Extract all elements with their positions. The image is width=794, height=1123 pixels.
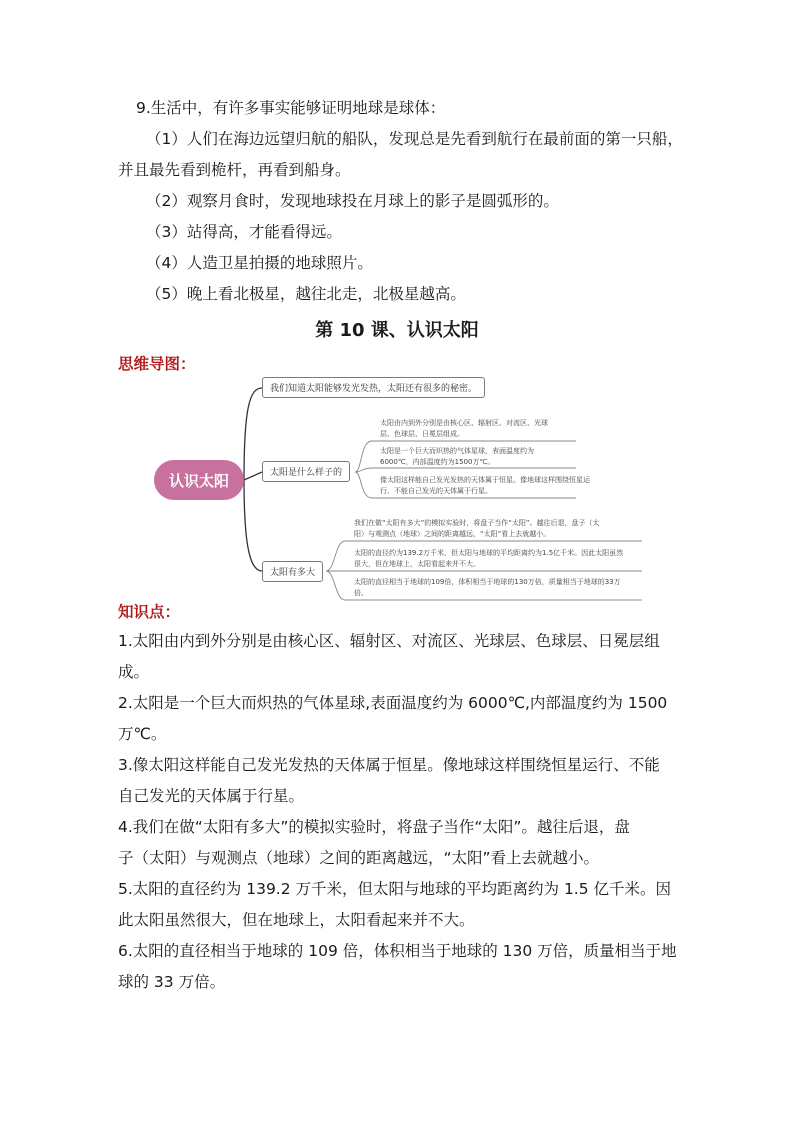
mindmap-branch-size: 太阳有多大 xyxy=(262,561,323,582)
knowledge-line: 球的 33 万倍。 xyxy=(118,973,226,991)
knowledge-line: 子（太阳）与观测点（地球）之间的距离越远，“太阳”看上去就越小。 xyxy=(118,849,600,867)
leaf-text: 像太阳这样能自己发光发热的天体属于恒星。像地球这样围绕恒星运 xyxy=(380,476,590,484)
leaf-star-planet xyxy=(380,475,590,497)
q9-item-1-cont: 并且最先看到桅杆，再看到船身。 xyxy=(118,161,351,179)
q9-title: 9.生活中，有许多事实能够证明地球是球体： xyxy=(136,99,446,117)
leaf-diameter xyxy=(354,548,623,570)
leaf-text: 太阳的直径约为139.2万千米，但太阳与地球的平均距离约为1.5亿千米。因此太阳虽然 xyxy=(354,549,624,557)
q9-item-4: （4）人造卫星拍摄的地球照片。 xyxy=(146,254,373,272)
knowledge-line: 此太阳虽然很大，但在地球上，太阳看起来并不大。 xyxy=(118,911,475,929)
q9-item-2: （2）观察月食时，发现地球投在月球上的影子是圆弧形的。 xyxy=(146,192,559,210)
mindmap-branch-intro: 我们知道太阳能够发光发热，太阳还有很多的秘密。 xyxy=(262,377,485,398)
knowledge-line: 自己发光的天体属于行星。 xyxy=(118,787,305,805)
leaf-text: 倍。 xyxy=(354,589,368,597)
leaf-text: 太阳由内到外分别是由核心区、辐射区、对流区、光球 xyxy=(380,419,548,427)
mindmap-branch-appearance: 太阳是什么样子的 xyxy=(262,461,350,482)
knowledge-line: 3.像太阳这样能自己发光发热的天体属于恒星。像地球这样围绕恒星运行、不能 xyxy=(118,756,660,774)
leaf-text: 很大，但在地球上，太阳看起来并不大。 xyxy=(354,560,480,568)
knowledge-line: 5.太阳的直径约为 139.2 万千米，但太阳与地球的平均距离约为 1.5 亿千米。因 xyxy=(118,880,672,898)
knowledge-line: 2.太阳是一个巨大而炽热的气体星球,表面温度约为 6000℃,内部温度约为 1500 xyxy=(118,694,668,712)
lesson-title: 第 10 课、认识太阳 xyxy=(315,320,479,341)
leaf-text: 我们在做“太阳有多大”的模拟实验时，将盘子当作“太阳”。越往后退，盘子（太 xyxy=(354,519,600,527)
mindmap-label: 思维导图： xyxy=(118,355,196,373)
leaf-text: 行、不能自己发光的天体属于行星。 xyxy=(380,487,492,495)
knowledge-label: 知识点： xyxy=(118,603,181,621)
knowledge-line: 成。 xyxy=(118,663,150,681)
leaf-text: 6000℃，内部温度约为1500万℃。 xyxy=(380,458,495,466)
knowledge-line: 万℃。 xyxy=(118,725,167,743)
leaf-text: 太阳是一个巨大而炽热的气体星球，表面温度约为 xyxy=(380,447,534,455)
leaf-text: 阳）与观测点（地球）之间的距离越远，“太阳”看上去就越小。 xyxy=(354,530,551,538)
q9-item-1: （1）人们在海边远望归航的船队，发现总是先看到航行在最前面的第一只船， xyxy=(146,130,683,148)
leaf-structure xyxy=(380,418,548,440)
leaf-comparison xyxy=(354,577,621,599)
knowledge-line: 1.太阳由内到外分别是由核心区、辐射区、对流区、光球层、色球层、日冕层组 xyxy=(118,632,660,650)
leaf-temperature xyxy=(380,446,534,468)
leaf-text: 太阳的直径相当于地球的109倍，体积相当于地球的130万倍，质量相当于地球的33万 xyxy=(354,578,621,586)
mindmap-root: 认识太阳 xyxy=(154,460,244,500)
knowledge-line: 6.太阳的直径相当于地球的 109 倍，体积相当于地球的 130 万倍，质量相当于地 xyxy=(118,942,677,960)
q9-item-3: （3）站得高，才能看得远。 xyxy=(146,223,342,241)
q9-item-5: （5）晚上看北极星，越往北走，北极星越高。 xyxy=(146,285,466,303)
leaf-text: 层、色球层、日冕层组成。 xyxy=(380,430,464,438)
knowledge-line: 4.我们在做“太阳有多大”的模拟实验时，将盘子当作“太阳”。越往后退，盘 xyxy=(118,818,630,836)
mindmap xyxy=(140,366,650,606)
leaf-experiment xyxy=(354,518,600,540)
